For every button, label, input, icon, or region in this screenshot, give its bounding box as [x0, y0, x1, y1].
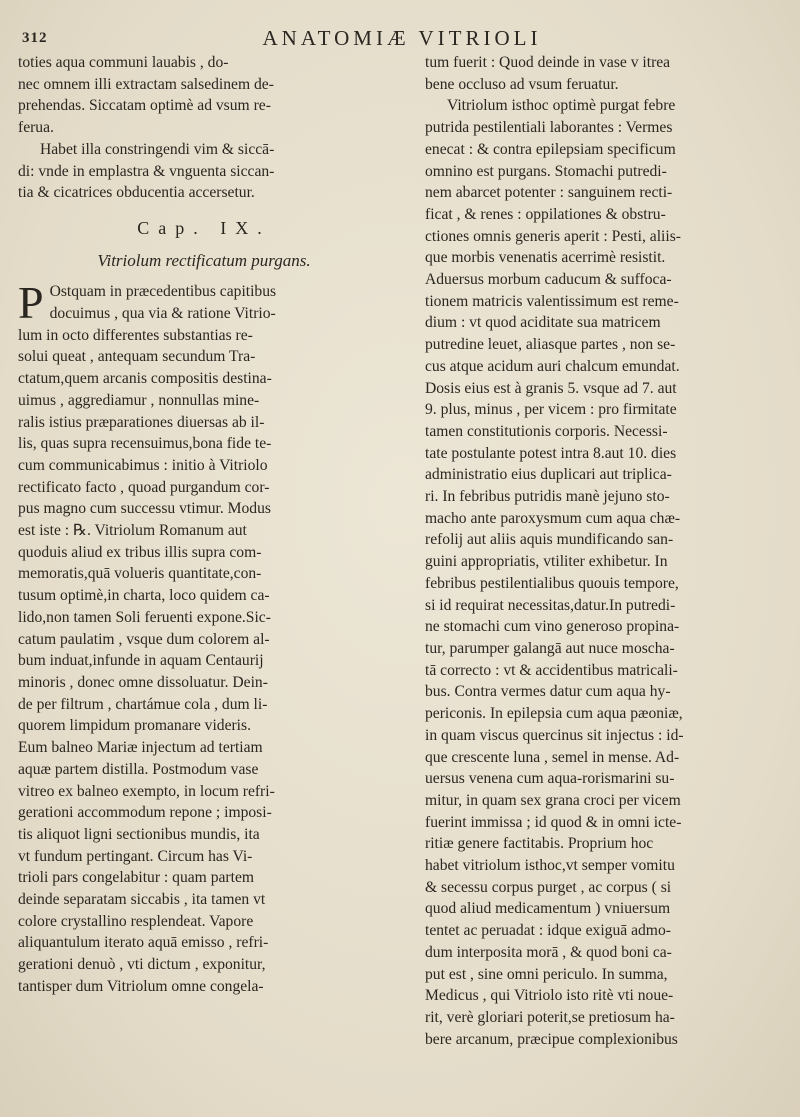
text-line: Habet illa constringendi vim & siccā-	[40, 140, 275, 158]
text-line: nec omnem illi extractam salsedinem de-	[18, 75, 274, 93]
text-line: tum fuerit : Quod deinde in vase v itrea	[425, 54, 671, 71]
text-line: bene occluso ad vsum feruatur.	[425, 75, 619, 93]
right-column	[425, 52, 785, 1050]
text-line: guini appropriatis, vtiliter exhibetur. In	[425, 553, 668, 571]
text-line: colore crystallino resplendeat. Vapore	[18, 912, 254, 930]
text-line: tia & cicatrices obducentia accersetur.	[18, 184, 255, 202]
text-line: si id requirat necessitas,datur.In putredi-	[425, 596, 676, 614]
text-line: ritiæ genere factitabis. Proprium hoc	[425, 835, 654, 853]
text-line: lido,non tamen Soli feruenti expone.Sic-	[18, 608, 271, 626]
text-line: bum induat,infunde in aquam Centaurij	[18, 652, 264, 670]
text-line: ri. In febribus putridis manè jejuno sto-	[425, 488, 670, 506]
text-line: catum paulatim , vsque dum colorem al-	[18, 630, 270, 648]
text-line: enecat : & contra epilepsiam specificum	[425, 140, 676, 158]
text-line: di: vnde in emplastra & vnguenta siccan-	[18, 162, 275, 180]
text-line: bus. Contra vermes datur cum aqua hy-	[425, 683, 671, 701]
text-line: vitreo ex balneo exempto, in locum refri-	[18, 782, 275, 800]
text-line: que morbis venenatis acerrimè resistit.	[425, 249, 666, 267]
text-line: ralis istius præparationes diuersas ab il-	[18, 413, 265, 431]
text-line: dium : vt quod aciditate sua matricem	[425, 314, 661, 332]
text-line: que crescente luna , semel in mense. Ad-	[425, 748, 680, 766]
text-line: & secessu corpus purget , ac corpus ( si	[425, 878, 672, 896]
text-line: periconis. In epilepsia cum aqua pæoniæ,	[425, 705, 683, 723]
text-line: quoduis aliud ex tribus illis supra com-	[18, 543, 262, 561]
text-line: prehendas. Siccatam optimè ad vsum re-	[18, 97, 271, 115]
text-line: de per filtrum , chartámue cola , dum li-	[18, 695, 268, 713]
text-line: putredine leuet, aliasque partes , non se-	[425, 336, 676, 354]
text-line: Eum balneo Mariæ injectum ad tertiam	[18, 739, 263, 757]
text-line: trioli pars congelabitur : quam partem	[18, 869, 255, 887]
text-line: tis aliquot ligni sectionibus mundis, ita	[18, 825, 260, 843]
text-line: putrida pestilentiali laborantes : Vermes	[425, 119, 673, 137]
text-line: 9. plus, minus , per vicem : pro firmitate	[425, 401, 677, 419]
text-line: ferua.	[18, 119, 54, 137]
text-line: tamen constitutionis corporis. Necessi-	[425, 422, 668, 440]
text-line: tur, parumper galangā aut nuce moscha-	[425, 639, 675, 657]
running-title: ANATOMIÆ VITRIOLI	[262, 26, 542, 50]
text-line: Aduersus morbum caducum & suffoca-	[425, 271, 672, 289]
text-line: minoris , donec omne dissoluatur. Dein-	[18, 673, 268, 691]
text-line: toties aqua communi lauabis , do-	[18, 54, 229, 71]
second-paragraph	[18, 139, 390, 204]
intro-paragraph	[18, 52, 390, 139]
text-line: omnino est purgans. Stomachi putredi-	[425, 162, 667, 180]
text-line: gerationi denuò , vti dictum , exponitur,	[18, 956, 266, 974]
text-line: memoratis,quā volueris quantitate,con-	[18, 565, 262, 583]
text-line: febribus pestilentialibus quouis tempore,	[425, 574, 679, 592]
text-line: dum interposita morā , & quod boni ca-	[425, 943, 672, 961]
text-line: administratio eius duplicari aut triplica-	[425, 466, 672, 484]
text-line: pus magno cum successu vtimur. Modus	[18, 500, 271, 518]
dropcap-letter: P	[18, 277, 44, 329]
text-line: in quam viscus quercinus sit injectus : id-	[425, 726, 684, 744]
text-line: gerationi accommodum repone ; imposi-	[18, 804, 272, 822]
text-line: uersus venena cum aqua-rorismarini su-	[425, 770, 675, 788]
left-column	[18, 52, 390, 998]
text-line: tantisper dum Vitriolum omne congela-	[18, 977, 264, 995]
text-line: Dosis eius est à granis 5. vsque ad 7. aut	[425, 379, 677, 397]
text-line: habet vitriolum isthoc,vt semper vomitu	[425, 857, 675, 875]
text-line: mitur, in quam sex grana croci per vicem	[425, 791, 681, 809]
text-line: ctatum,quem arcanis compositis destina-	[18, 370, 272, 388]
text-line: Medicus , qui Vitriolo isto ritè vti noue-	[425, 987, 674, 1005]
chapter-heading: Cap. IX.	[137, 217, 271, 238]
chapter-subtitle: Vitriolum rectificatum purgans.	[97, 250, 311, 270]
text-line: fuerint immissa ; id quod & in omni icte-	[425, 813, 682, 831]
text-line: tate postulante potest intra 8.aut 10. dies	[425, 444, 677, 462]
text-line: rectificato facto , quoad purgandum cor-	[18, 478, 270, 496]
chapter-body	[18, 277, 390, 997]
text-line: tusum optimè,in charta, loco quidem ca-	[18, 587, 270, 605]
text-line: put est , sine omni periculo. In summa,	[425, 965, 668, 983]
text-line: cus atque acidum auri chalcum emundat.	[425, 357, 680, 375]
body-line: Ostquam in præcedentibus capitibus	[49, 283, 277, 301]
body-lines	[18, 325, 390, 998]
text-line: lis, quas supra recensuimus,bona fide te-	[18, 435, 272, 453]
text-line: solui queat , antequam secundum Tra-	[18, 348, 256, 366]
text-line: quod aliud medicamentum ) vniuersum	[425, 900, 671, 918]
text-line: tā correcto : vt & accidentibus matricali-	[425, 661, 678, 679]
text-line: aquæ partem distilla. Postmodum vase	[18, 760, 259, 778]
text-line: Vitriolum isthoc optimè purgat febre	[447, 97, 676, 115]
body-line: docuimus , qua via & ratione Vitrio-	[49, 305, 276, 323]
text-line: bere arcanum, præcipue complexionibus	[425, 1030, 678, 1048]
text-line: quorem limpidum promanare videris.	[18, 717, 251, 735]
text-line: est iste : ℞. Vitriolum Romanum aut	[18, 522, 247, 540]
text-line: ctiones omnis generis aperit : Pesti, aliis-	[425, 227, 681, 245]
text-line: ficat , & renes : oppilationes & obstru-	[425, 205, 666, 223]
text-line: tionem matricis valentissimum est reme-	[425, 292, 679, 310]
text-line: vt fundum pertingant. Circum has Vi-	[18, 847, 253, 865]
page-number: 312	[22, 30, 48, 46]
text-line: lum in octo differentes substantias re-	[18, 326, 253, 344]
text-line: macho ante paroxysmum cum aqua chæ-	[425, 509, 681, 527]
text-line: cum communicabimus : initio à Vitriolo	[18, 456, 268, 474]
text-line: refolij aut aliis aquis mundificando san-	[425, 531, 674, 549]
text-line: tentet ac peruadat : idque exiguā admo-	[425, 922, 671, 940]
text-line: nem abarcet potenter : sanguinem recti-	[425, 184, 673, 202]
text-line: deinde separatam siccabis , ita tamen vt	[18, 891, 266, 909]
text-line: aliquantulum iterato aquā emisso , refri-	[18, 934, 269, 952]
text-line: uimus , aggrediamur , nonnullas mine-	[18, 391, 260, 409]
right-body-lines	[425, 52, 785, 1050]
text-line: ne stomachi cum vino generoso propina-	[425, 618, 680, 636]
text-line: rit, verè gloriari poterit,se pretiosum ha-	[425, 1008, 675, 1026]
